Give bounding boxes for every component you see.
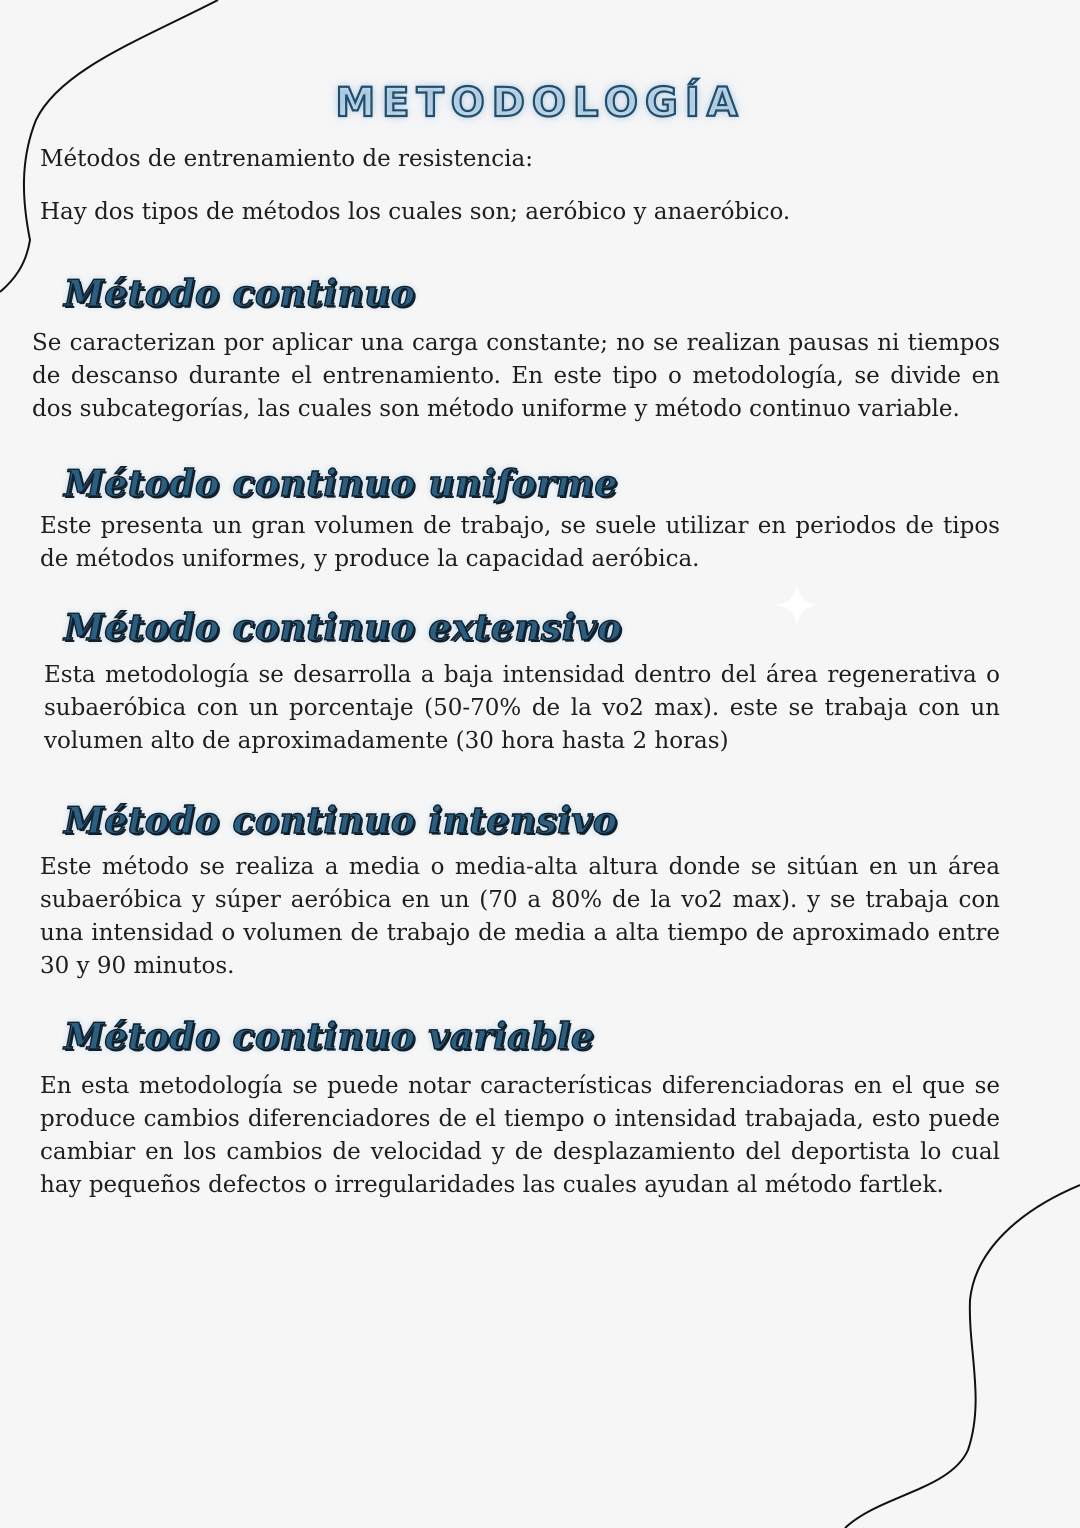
heading-metodo-continuo-extensivo: Método continuo extensivo xyxy=(64,607,622,649)
heading-metodo-continuo-intensivo: Método continuo intensivo xyxy=(64,800,618,842)
bottom-right-curve xyxy=(845,1185,1080,1528)
heading-metodo-continuo-uniforme: Método continuo uniforme xyxy=(64,463,618,505)
heading-metodo-continuo-variable: Método continuo variable xyxy=(64,1016,595,1058)
sparkle-icon xyxy=(772,580,822,630)
text-metodo-continuo-extensivo: Esta metodología se desarrolla a baja intensidad dentro del área regenerativa o subaeróbica con un porcentaje (50-70% de la vo2 max). este se trabaja con un volumen alto de aproximadamente (30 hora hasta 2 horas) xyxy=(44,662,1000,754)
heading-metodo-continuo: Método continuo xyxy=(64,273,416,315)
page-title: METODOLOGÍA xyxy=(335,80,745,126)
intro-line-1: Métodos de entrenamiento de resistencia: xyxy=(40,146,533,172)
text-metodo-continuo: Se caracterizan por aplicar una carga constante; no se realizan pausas ni tiempos de descanso durante el entrenamiento. En este tipo o metodología, se divide en dos subcategorías, las cuales son método uniforme y método continuo variable. xyxy=(32,330,1000,422)
text-metodo-continuo-uniforme: Este presenta un gran volumen de trabajo, se suele utilizar en periodos de tipos de métodos uniformes, y produce la capacidad aeróbica. xyxy=(40,513,1000,572)
text-metodo-continuo-intensivo: Este método se realiza a media o media-alta altura donde se sitúan en un área subaeróbica y súper aeróbica en un (70 a 80% de la vo2 max). y se trabaja con una intensidad o volumen de trabajo de media a alta tiempo de aproximado entre 30 y 90 minutos. xyxy=(40,854,1000,979)
text-metodo-continuo-variable: En esta metodología se puede notar características diferenciadoras en el que se produce cambios diferenciadores de el tiempo o intensidad trabajada, esto puede cambiar en los cambios de velocidad y de desplazamiento del deportista lo cual hay pequeños defectos o irregularidades las cuales ayudan al método fartlek. xyxy=(40,1073,1000,1198)
intro-line-2: Hay dos tipos de métodos los cuales son; aeróbico y anaeróbico. xyxy=(40,199,791,225)
